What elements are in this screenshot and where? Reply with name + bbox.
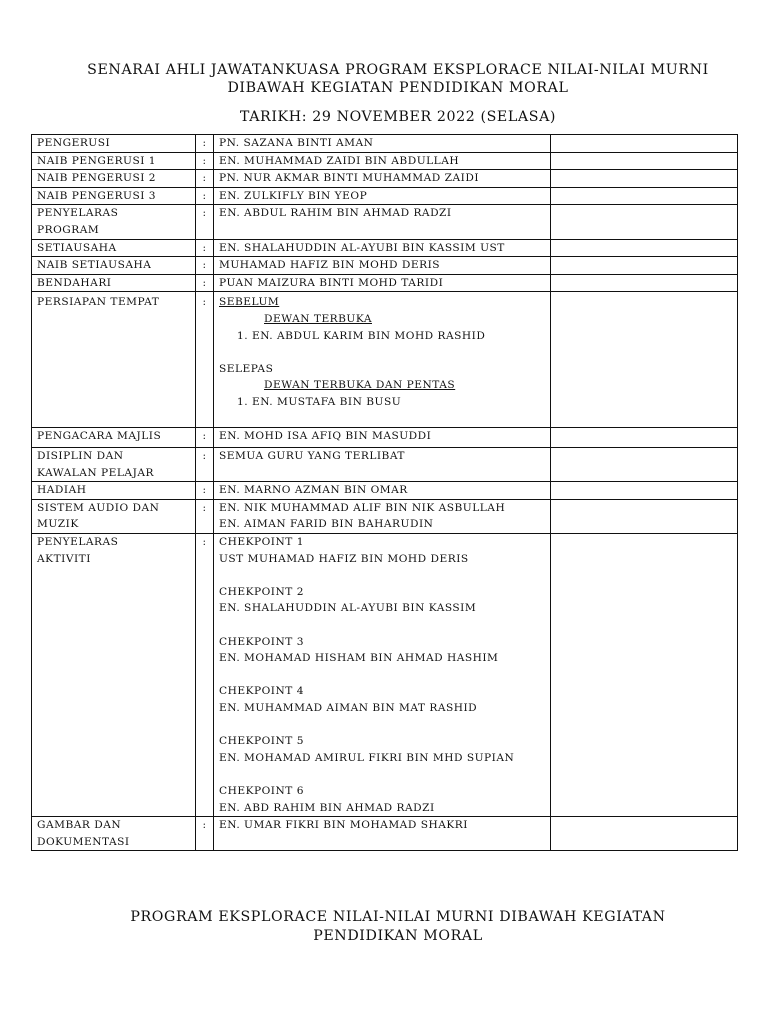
- empty-cell: [551, 817, 738, 851]
- empty-cell: [551, 292, 738, 427]
- checkpoint-label: CHEKPOINT 6: [219, 784, 304, 797]
- role-line: MUZIK: [37, 518, 79, 531]
- role-cell: PENGERUSI: [32, 135, 196, 153]
- colon-cell: :: [196, 427, 214, 448]
- table-row-penyelaras-aktiviti: [32, 534, 738, 817]
- table-row-setiausaha: [32, 239, 738, 257]
- name-cell: EN. MARNO AZMAN BIN OMAR: [214, 482, 551, 500]
- table-row-sistem-audio: [32, 499, 738, 533]
- colon-cell: :: [196, 205, 214, 239]
- table-row-hadiah: [32, 482, 738, 500]
- spacer: [219, 617, 545, 634]
- colon-cell: :: [196, 135, 214, 153]
- empty-cell: [551, 274, 738, 292]
- selepas-venue: DEWAN TERBUKA DAN PENTAS: [264, 379, 456, 392]
- name-cell: PN. NUR AKMAR BINTI MUHAMMAD ZAIDI: [214, 170, 551, 188]
- document-title: SENARAI AHLI JAWATANKUASA PROGRAM EKSPLORACE NILAI-NILAI MURNI: [87, 62, 709, 78]
- empty-cell: [551, 187, 738, 205]
- checkpoint-name: EN. MOHAMAD HISHAM BIN AHMAD HASHIM: [219, 652, 499, 665]
- role-cell: NAIB PENGERUSI 2: [32, 170, 196, 188]
- colon-cell: :: [196, 292, 214, 427]
- checkpoint-label: CHEKPOINT 5: [219, 735, 304, 748]
- spacer: [219, 344, 545, 361]
- empty-cell: [551, 205, 738, 239]
- checkpoint-name: EN. SHALAHUDDIN AL-AYUBI BIN KASSIM: [219, 602, 477, 615]
- name-cell: PN. SAZANA BINTI AMAN: [214, 135, 551, 153]
- role-cell: NAIB PENGERUSI 1: [32, 152, 196, 170]
- role-cell: PENGACARA MAJLIS: [32, 427, 196, 448]
- selepas-item: 1. EN. MUSTAFA BIN BUSU: [237, 395, 402, 408]
- table-row-naib-setiausaha: [32, 257, 738, 275]
- name-cell: [214, 292, 551, 427]
- role-line: PENYELARAS: [37, 536, 119, 549]
- sebelum-item: 1. EN. ABDUL KARIM BIN MOHD RASHID: [237, 329, 486, 342]
- name-cell: SEMUA GURU YANG TERLIBAT: [214, 448, 551, 482]
- name-cell: MUHAMAD HAFIZ BIN MOHD DERIS: [214, 257, 551, 275]
- table-row-naib-pengerusi-3: [32, 187, 738, 205]
- table-row-pengacara-majlis: [32, 427, 738, 448]
- empty-cell: [551, 239, 738, 257]
- empty-cell: [551, 427, 738, 448]
- checkpoint-label: CHEKPOINT 4: [219, 685, 304, 698]
- table-row-pengerusi: [32, 135, 738, 153]
- name-cell: EN. MOHD ISA AFIQ BIN MASUDDI: [214, 427, 551, 448]
- empty-cell: [551, 135, 738, 153]
- role-cell: SETIAUSAHA: [32, 239, 196, 257]
- footer-title: PROGRAM EKSPLORACE NILAI-NILAI MURNI DIBAWAH KEGIATAN: [130, 909, 666, 925]
- name-cell: EN. ZULKIFLY BIN YEOP: [214, 187, 551, 205]
- member-name: EN. AIMAN FARID BIN BAHARUDIN: [219, 518, 434, 531]
- colon-cell: :: [196, 499, 214, 533]
- name-cell: EN. SHALAHUDDIN AL-AYUBI BIN KASSIM UST: [214, 239, 551, 257]
- sebelum-label: SEBELUM: [219, 296, 280, 309]
- name-cell: EN. MUHAMMAD ZAIDI BIN ABDULLAH: [214, 152, 551, 170]
- committee-table: [31, 134, 738, 851]
- colon-cell: :: [196, 257, 214, 275]
- role-cell: HADIAH: [32, 482, 196, 500]
- spacer: [219, 567, 545, 584]
- table-row-naib-pengerusi-2: [32, 170, 738, 188]
- empty-cell: [551, 448, 738, 482]
- colon-cell: :: [196, 448, 214, 482]
- colon-cell: :: [196, 239, 214, 257]
- empty-cell: [551, 170, 738, 188]
- role-cell: [32, 448, 196, 482]
- table-row-bendahari: [32, 274, 738, 292]
- role-line: PROGRAM: [37, 223, 100, 236]
- role-cell: NAIB PENGERUSI 3: [32, 187, 196, 205]
- role-cell: [32, 534, 196, 817]
- spacer: [219, 766, 545, 783]
- checkpoint-name: UST MUHAMAD HAFIZ BIN MOHD DERIS: [219, 552, 469, 565]
- empty-cell: [551, 534, 738, 817]
- spacer: [219, 717, 545, 734]
- colon-cell: :: [196, 534, 214, 817]
- role-line: DISIPLIN DAN: [37, 450, 124, 463]
- checkpoint-name: EN. MUHAMMAD AIMAN BIN MAT RASHID: [219, 702, 478, 714]
- document-date: TARIKH: 29 NOVEMBER 2022 (SELASA): [239, 109, 557, 125]
- role-line: GAMBAR DAN: [37, 819, 122, 832]
- role-cell: NAIB SETIAUSAHA: [32, 257, 196, 275]
- colon-cell: :: [196, 482, 214, 500]
- empty-cell: [551, 257, 738, 275]
- checkpoint-name: EN. MOHAMAD AMIRUL FIKRI BIN MHD SUPIAN: [219, 751, 515, 764]
- role-cell: BENDAHARI: [32, 274, 196, 292]
- role-cell: [32, 817, 196, 851]
- member-name: EN. NIK MUHAMMAD ALIF BIN NIK ASBULLAH: [219, 501, 506, 514]
- role-cell: [32, 499, 196, 533]
- spacer: [219, 667, 545, 684]
- role-line: KAWALAN PELAJAR: [37, 466, 154, 479]
- colon-cell: :: [196, 152, 214, 170]
- colon-cell: :: [196, 187, 214, 205]
- name-cell: EN. UMAR FIKRI BIN MOHAMAD SHAKRI: [214, 817, 551, 851]
- name-cell: PUAN MAIZURA BINTI MOHD TARIDI: [214, 274, 551, 292]
- document-subtitle: DIBAWAH KEGIATAN PENDIDIKAN MORAL: [227, 80, 569, 96]
- name-cell: EN. ABDUL RAHIM BIN AHMAD RADZI: [214, 205, 551, 239]
- role-line: AKTIVITI: [37, 552, 91, 565]
- empty-cell: [551, 152, 738, 170]
- checkpoint-name: EN. ABD RAHIM BIN AHMAD RADZI: [219, 801, 435, 814]
- table-row-persiapan-tempat: [32, 292, 738, 427]
- checkpoint-label: CHEKPOINT 3: [219, 635, 304, 648]
- table-row-naib-pengerusi-1: [32, 152, 738, 170]
- role-cell: PERSIAPAN TEMPAT: [32, 292, 196, 427]
- sebelum-venue: DEWAN TERBUKA: [264, 312, 372, 325]
- footer-subtitle: PENDIDIKAN MORAL: [313, 928, 483, 944]
- role-line: SISTEM AUDIO DAN: [37, 501, 160, 514]
- checkpoint-label: CHEKPOINT 2: [219, 585, 304, 598]
- empty-cell: [551, 482, 738, 500]
- table-row-penyelaras-program: [32, 205, 738, 239]
- name-cell: [214, 534, 551, 817]
- checkpoint-label: CHEKPOINT 1: [219, 536, 304, 549]
- colon-cell: :: [196, 170, 214, 188]
- selepas-label: SELEPAS: [219, 362, 274, 375]
- table-row-disiplin: [32, 448, 738, 482]
- colon-cell: :: [196, 817, 214, 851]
- role-line: DOKUMENTASI: [37, 835, 130, 848]
- colon-cell: :: [196, 274, 214, 292]
- role-line: PENYELARAS: [37, 207, 119, 220]
- role-cell: [32, 205, 196, 239]
- table-row-gambar: [32, 817, 738, 851]
- empty-cell: [551, 499, 738, 533]
- name-cell: [214, 499, 551, 533]
